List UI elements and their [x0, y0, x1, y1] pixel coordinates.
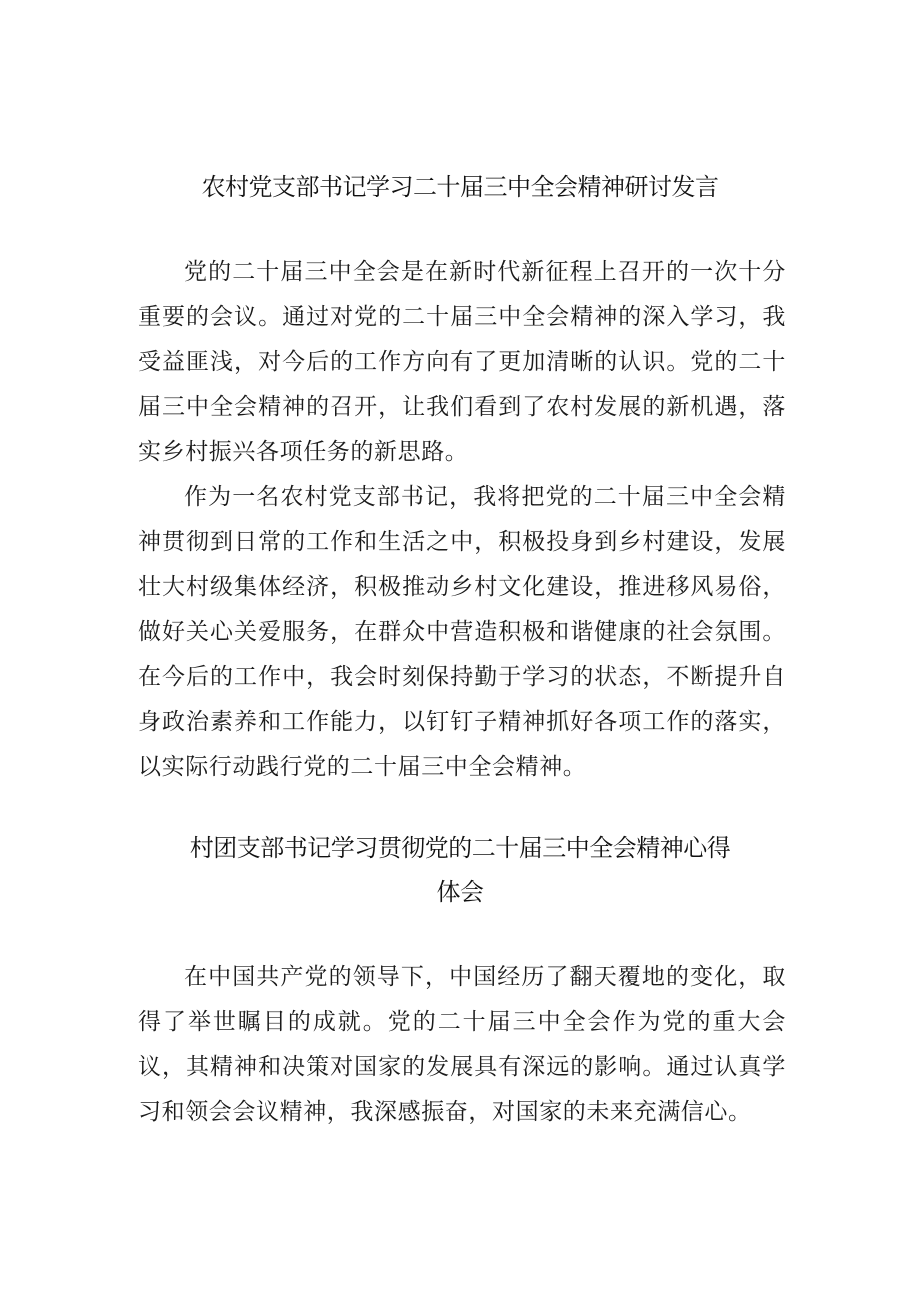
- section-1-paragraph-2: 作为一名农村党支部书记，我将把党的二十届三中全会精神贯彻到日常的工作和生活之中，积极投身到乡村建设，发展壮大村级集体经济，积极推动乡村文化建设，推进移风易俗，做好关心关爱服务，在群众中营造积极和谐健康的社会氛围。在今后的工作中，我会时刻保持勤于学习的状态，不断提升自身政治素养和工作能力，以钉钉子精神抓好各项工作的落实，以实际行动践行党的二十届三中全会精神。: [138, 484, 786, 780]
- section-2-title: [120, 826, 800, 914]
- section-1-paragraph-1: 党的二十届三中全会是在新时代新征程上召开的一次十分重要的会议。通过对党的二十届三中全会精神的深入学习，我受益匪浅，对今后的工作方向有了更加清晰的认识。党的二十届三中全会精神的召开，让我们看到了农村发展的新机遇，落实乡村振兴各项任务的新思路。: [138, 259, 786, 465]
- section-2-title-line-2: 体会: [436, 878, 484, 906]
- section-2-title-line-1: 村团支部书记学习贯彻党的二十届三中全会精神心得: [189, 834, 731, 862]
- section-2-paragraph-1: 在中国共产党的领导下，中国经历了翻天覆地的变化，取得了举世瞩目的成就。党的二十届三中全会作为党的重大会议，其精神和决策对国家的发展具有深远的影响。通过认真学习和领会会议精神，我深感振奋，对国家的未来充满信心。: [138, 964, 786, 1125]
- section-1-title: 农村党支部书记学习二十届三中全会精神研讨发言: [201, 173, 719, 201]
